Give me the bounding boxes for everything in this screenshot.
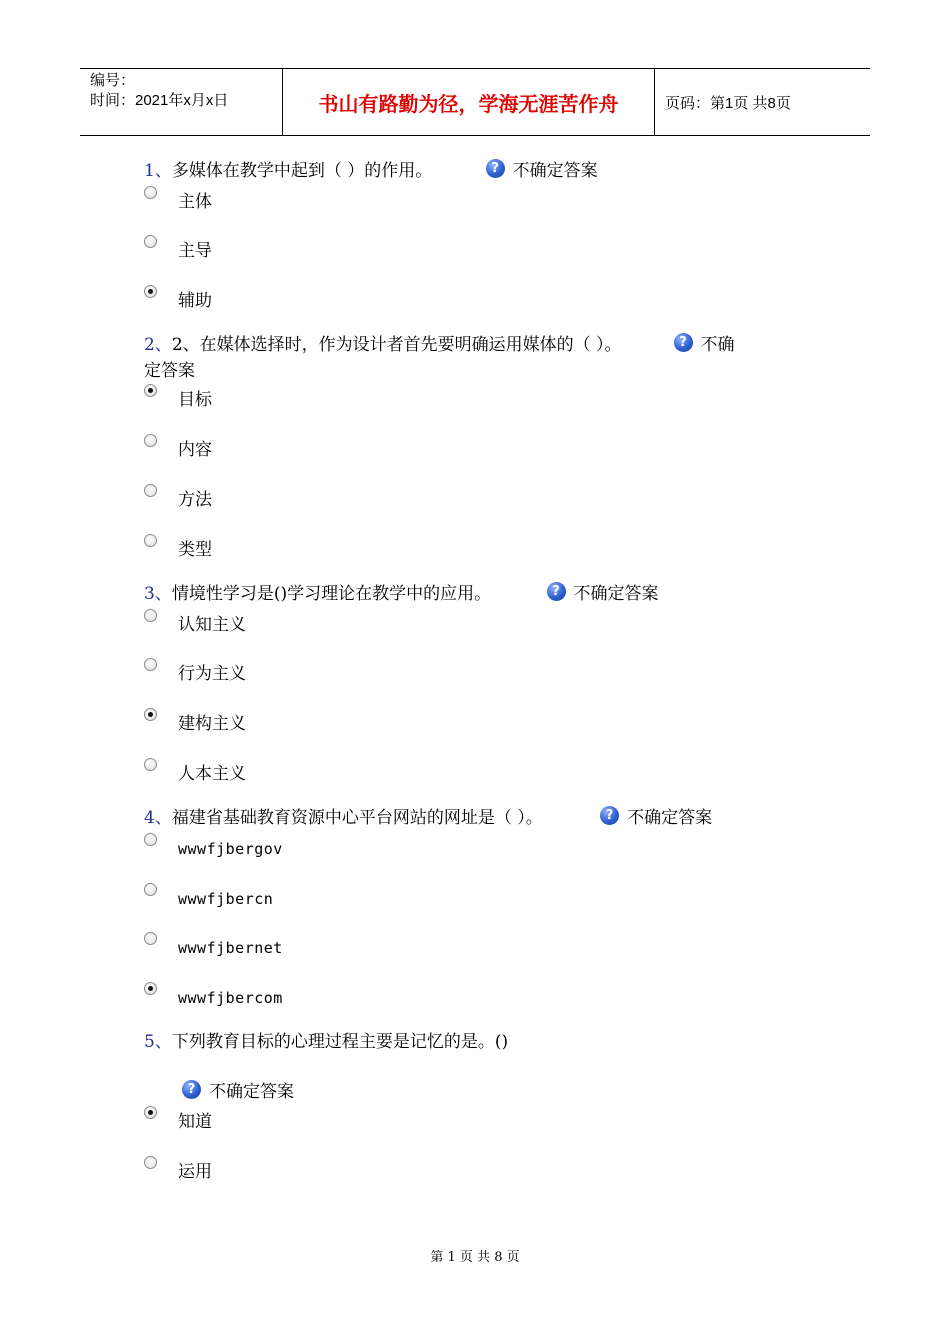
radio-button[interactable] — [144, 883, 157, 896]
option-label[interactable]: 类型 — [178, 540, 212, 560]
unsure-answer-link[interactable]: ? 不确定答案 — [600, 808, 712, 828]
radio-button[interactable] — [144, 186, 157, 199]
radio-button-selected[interactable] — [144, 285, 157, 298]
radio-button[interactable] — [144, 484, 157, 497]
radio-button[interactable] — [144, 932, 157, 945]
question-4 — [144, 805, 824, 831]
question-5 — [144, 1029, 824, 1055]
page-footer: 第 1 页 共 8 页 — [430, 1250, 520, 1265]
page-indicator: 页码：第1页 共8页 — [665, 94, 791, 112]
radio-button[interactable] — [144, 758, 157, 771]
option-label[interactable]: 建构主义 — [178, 714, 246, 734]
option-label[interactable]: wwwfjbercn — [178, 890, 274, 908]
option-label[interactable]: 内容 — [178, 440, 212, 460]
document-header — [80, 68, 870, 136]
help-icon[interactable]: ? — [547, 582, 566, 601]
help-icon[interactable]: ? — [674, 333, 693, 352]
question-text: 情境性学习是()学习理论在教学中的应用。 — [171, 584, 492, 604]
radio-button[interactable] — [144, 1156, 157, 1169]
option-label[interactable]: wwwfjbernet — [178, 939, 283, 957]
radio-button[interactable] — [144, 658, 157, 671]
time-label: 时间：2021年x月x日 — [90, 92, 229, 109]
unsure-answer-link[interactable]: ? 不确定答案 — [547, 584, 659, 604]
question-number: 5、 — [144, 1032, 172, 1052]
unsure-answer-link-cont[interactable]: 定答案 — [144, 361, 195, 381]
question-text: 下列教育目标的心理过程主要是记忆的是。() — [171, 1032, 509, 1052]
radio-button[interactable] — [144, 235, 157, 248]
help-icon[interactable]: ? — [600, 806, 619, 825]
question-text: 多媒体在教学中起到（ ）的作用。 — [171, 161, 433, 181]
radio-button[interactable] — [144, 534, 157, 547]
question-1 — [144, 158, 824, 184]
option-label[interactable]: wwwfjbergov — [178, 840, 283, 858]
option-label[interactable]: 知道 — [178, 1112, 212, 1132]
option-label[interactable]: 行为主义 — [178, 664, 246, 684]
radio-button-selected[interactable] — [144, 982, 157, 995]
header-info — [80, 69, 282, 135]
question-number: 3、 — [144, 584, 172, 604]
option-label[interactable]: 认知主义 — [178, 615, 246, 635]
option-label[interactable]: 运用 — [178, 1162, 212, 1182]
radio-button[interactable] — [144, 434, 157, 447]
option-label[interactable]: 方法 — [178, 490, 212, 510]
option-label[interactable]: 辅助 — [178, 291, 212, 311]
unsure-answer-link[interactable]: ? 不确定答案 — [486, 161, 598, 181]
question-text: 福建省基础教育资源中心平台网站的网址是（ ）。 — [171, 808, 543, 828]
radio-button[interactable] — [144, 833, 157, 846]
radio-button-selected[interactable] — [144, 1106, 157, 1119]
option-label[interactable]: wwwfjbercom — [178, 989, 283, 1007]
option-label[interactable]: 目标 — [178, 390, 212, 410]
number-label: 编号： — [90, 72, 136, 89]
option-label[interactable]: 主导 — [178, 241, 212, 261]
option-label[interactable]: 主体 — [178, 192, 212, 212]
radio-button-selected[interactable] — [144, 384, 157, 397]
question-2 — [144, 332, 824, 384]
unsure-answer-link[interactable]: ? 不确 — [674, 335, 735, 355]
option-label[interactable]: 人本主义 — [178, 764, 246, 784]
radio-button-selected[interactable] — [144, 708, 157, 721]
question-3 — [144, 581, 824, 607]
question-text: 2、在媒体选择时，作为设计者首先要明确运用媒体的（ ）。 — [171, 335, 622, 355]
question-number: 2、 — [144, 335, 172, 355]
question-number: 4、 — [144, 808, 172, 828]
help-icon[interactable]: ? — [486, 159, 505, 178]
motto: 书山有路勤为径，学海无涯苦作舟 — [282, 69, 655, 135]
radio-button[interactable] — [144, 609, 157, 622]
help-icon[interactable]: ? — [182, 1080, 201, 1099]
question-number: 1、 — [144, 161, 172, 181]
unsure-answer-link[interactable]: ? 不确定答案 — [182, 1079, 862, 1105]
